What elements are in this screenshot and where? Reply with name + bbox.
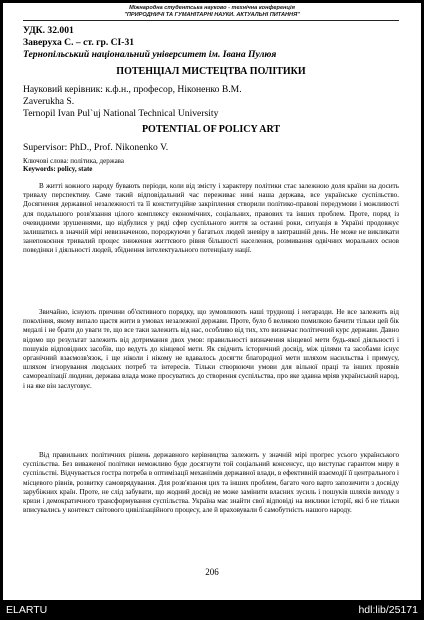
header-divider <box>23 20 399 21</box>
conference-theme: "ПРИРОДНИЧІ ТА ГУМАНІТАРНІ НАУКИ. АКТУАЛЬНІ ПИТАННЯ" <box>124 12 300 18</box>
paragraph-2: Звичайно, існують причини об'єктивного порядку, що зумовлюють наші труднощі і негаразди. Не все залежить від покоління, якому випало щастя жити в умовах незалежної держави. Проте, було б великою помилкою бачити тільки цей бік медалі і не брати до уваги те, що все таки залежить від нас, особливо від тих, хто визначає політичний курс держави. Давно відомо що результат залежить від дотримання двох умов: правильності визначення кінцевої мети будь-якої діяльності і пошуків відповідних засобів, що ведуть до кінцевої мети. Як свідчить історичний досвід, між цілями та засобами існує органічний взаємозв'язок, і ще ніколи і нікому не вдавалось досягти благородної мети шляхом насильства і примусу, шляхом ігнорування людських потреб та інтересів. Тільки створюючи умови для вільної праці та інших проявів самореалізації людини, держава влада може просуватись до створення суспільства, про яке здавна мріяв український народ, і на яке він заслуговує. <box>23 308 399 390</box>
title-ua: ПОТЕНЦІАЛ МИСТЕЦТВА ПОЛІТИКИ <box>116 66 306 77</box>
udc-code: УДК. 32.001 <box>23 25 74 36</box>
supervisor-ua: Науковий керівник: к.ф.н., професор, Ніконенко В.М. <box>23 84 242 95</box>
university-ua: Тернопільський національний університет ім. Івана Пулюя <box>23 49 277 60</box>
supervisor-en: Supervisor: PhD., Prof. Nikonenko V. <box>23 142 169 153</box>
title-en: POTENTIAL OF POLICY ART <box>141 124 281 135</box>
author-ua: Заверуха С. – ст. гр. СІ-31 <box>23 37 135 48</box>
conference-name: Міжнародна студентська науково - технічна конференція <box>129 5 295 11</box>
conference-header <box>23 5 401 19</box>
keywords-en: Keywords: policy, state <box>23 165 93 173</box>
paragraph-1: В житті кожного народу бувають періоди, коли від змісту і характеру політики стає залежною доля країни на досить тривалу перспективу. Саме такий відповідальний час переживає нині наша держава, все українське суспільство. Досягнення державної незалежності та її конституційне закріплення створили політико-правові передумови і можливості для подальшого розв'язання цілого комплексу економічних, соціальних, правових та інших проблем. Проте, поряд із очевидними зрушеннями, що відбулися у ряді сфер суспільного життя за останні роки, ситуація в Україні продовжує залишатись в значній мірі невизначеною, породжуючи у багатьох людей зневіру в завтрашній день. Не може не викликати занепокоєння тривалий процес зниження життєвого рівня більшості населення, розмивання одвічних моральних основ поведінки і діяльності людей, збіднення інтелектуального потенціалу нації. <box>23 182 399 255</box>
keywords-ua: Ключові слова: політика, держава <box>23 157 124 165</box>
paper-page <box>3 3 421 600</box>
university-en: Ternopil Ivan Pul`uj National Technical University <box>23 108 219 119</box>
page-number: 206 <box>205 567 219 577</box>
handle-id: hdl:lib/25171 <box>358 604 418 616</box>
author-en: Zaverukha S. <box>23 96 75 107</box>
repository-name: ELARTU <box>6 604 48 616</box>
paragraph-3: Від правильних політичних рішень державного керівництва залежить у значній мірі прогрес усього українського суспільства. Без виваженої політики неможливо буде досягнути той соціальний консенсус, що виступає гарантом миру в суспільстві. Відчувається гостра потреба в оптимізації механізмів державної влади, в ефективній взаємодії її центрального і місцевого рівнів, розвитку самоврядування. Для розв'язання цих та інших проблем, багато чого варто запозичити з досвіду зарубіжних країн. Проте, не слід забувати, що жодний досвід не може замінити власних зусиль і пошуків шляхів виходу з кризи і демократичного трансформування суспільства. Україна має знайти свої відповіді на виклики історії, які б не тільки вписувались у контекст світового цивілізаційного процесу, але й враховували б самобутність нашого народу. <box>23 451 399 515</box>
